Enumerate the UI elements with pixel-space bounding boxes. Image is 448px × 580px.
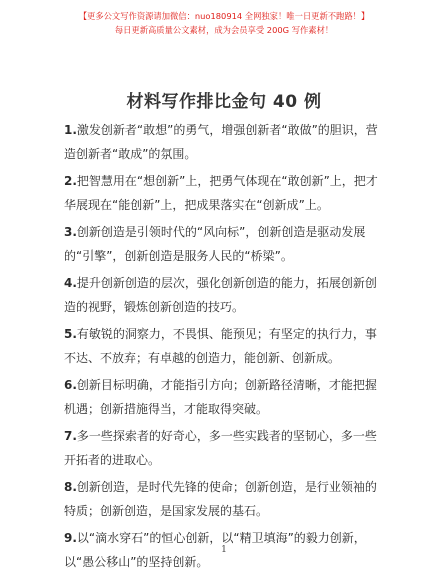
list-item [64, 424, 388, 472]
item-text: 创新创造，是时代先锋的使命；创新创造，是行业领袖的特质；创新创造，是国家发展的基石。 [64, 480, 377, 518]
list-item [64, 475, 388, 523]
item-text: 提升创新创造的层次，强化创新创造的能力，拓展创新创造的视野，锻炼创新创造的技巧。 [64, 276, 377, 314]
item-text: 把智慧用在“想创新”上，把勇气体现在“敢创新”上，把才华展现在“能创新”上，把成果落实在“创新成”上。 [64, 174, 378, 212]
list-item [64, 220, 388, 268]
item-number: 2. [64, 174, 77, 188]
item-number: 7. [64, 429, 77, 443]
list-item [64, 271, 388, 319]
promo-banner-line-2: 每日更新高质量公文素材，成为会员享受 200G 写作素材！ [114, 25, 334, 35]
item-number: 3. [64, 225, 77, 239]
item-text: 激发创新者“敢想”的勇气，增强创新者“敢做”的胆识，营造创新者“敢成”的氛围。 [64, 123, 378, 161]
list-item [64, 373, 388, 421]
list-item [64, 118, 388, 166]
item-number: 4. [64, 276, 77, 290]
item-text: 多一些探索者的好奇心，多一些实践者的坚韧心，多一些开拓者的进取心。 [64, 429, 377, 467]
promo-banner-line-1: 【更多公文写作资源请加微信：nuo180914 全网独家！唯一日更新不跑路！】 [78, 11, 370, 21]
list-item [64, 169, 388, 217]
promo-banner [0, 11, 448, 36]
item-number: 6. [64, 378, 77, 392]
item-number: 8. [64, 480, 77, 494]
item-number: 1. [64, 123, 77, 137]
sentence-list [64, 118, 388, 577]
item-number: 5. [64, 327, 77, 341]
item-text: 创新目标明确，才能指引方向；创新路径清晰，才能把握机遇；创新措施得当，才能取得突破。 [64, 378, 377, 416]
list-item [64, 322, 388, 370]
item-text: 以“滴水穿石”的恒心创新，以“精卫填海”的毅力创新，以“愚公移山”的坚持创新。 [64, 531, 366, 569]
item-text: 有敏锐的洞察力，不畏惧、能预见；有坚定的执行力，事不达、不放弃；有卓越的创造力，能创新、创新成。 [64, 327, 377, 365]
page-number: 1 [221, 545, 227, 555]
item-number: 9. [64, 531, 77, 545]
item-text: 创新创造是引领时代的“风向标”，创新创造是驱动发展的“引擎”，创新创造是服务人民的“桥梁”。 [64, 225, 366, 263]
document-title: 材料写作排比金句 40 例 [126, 92, 322, 112]
